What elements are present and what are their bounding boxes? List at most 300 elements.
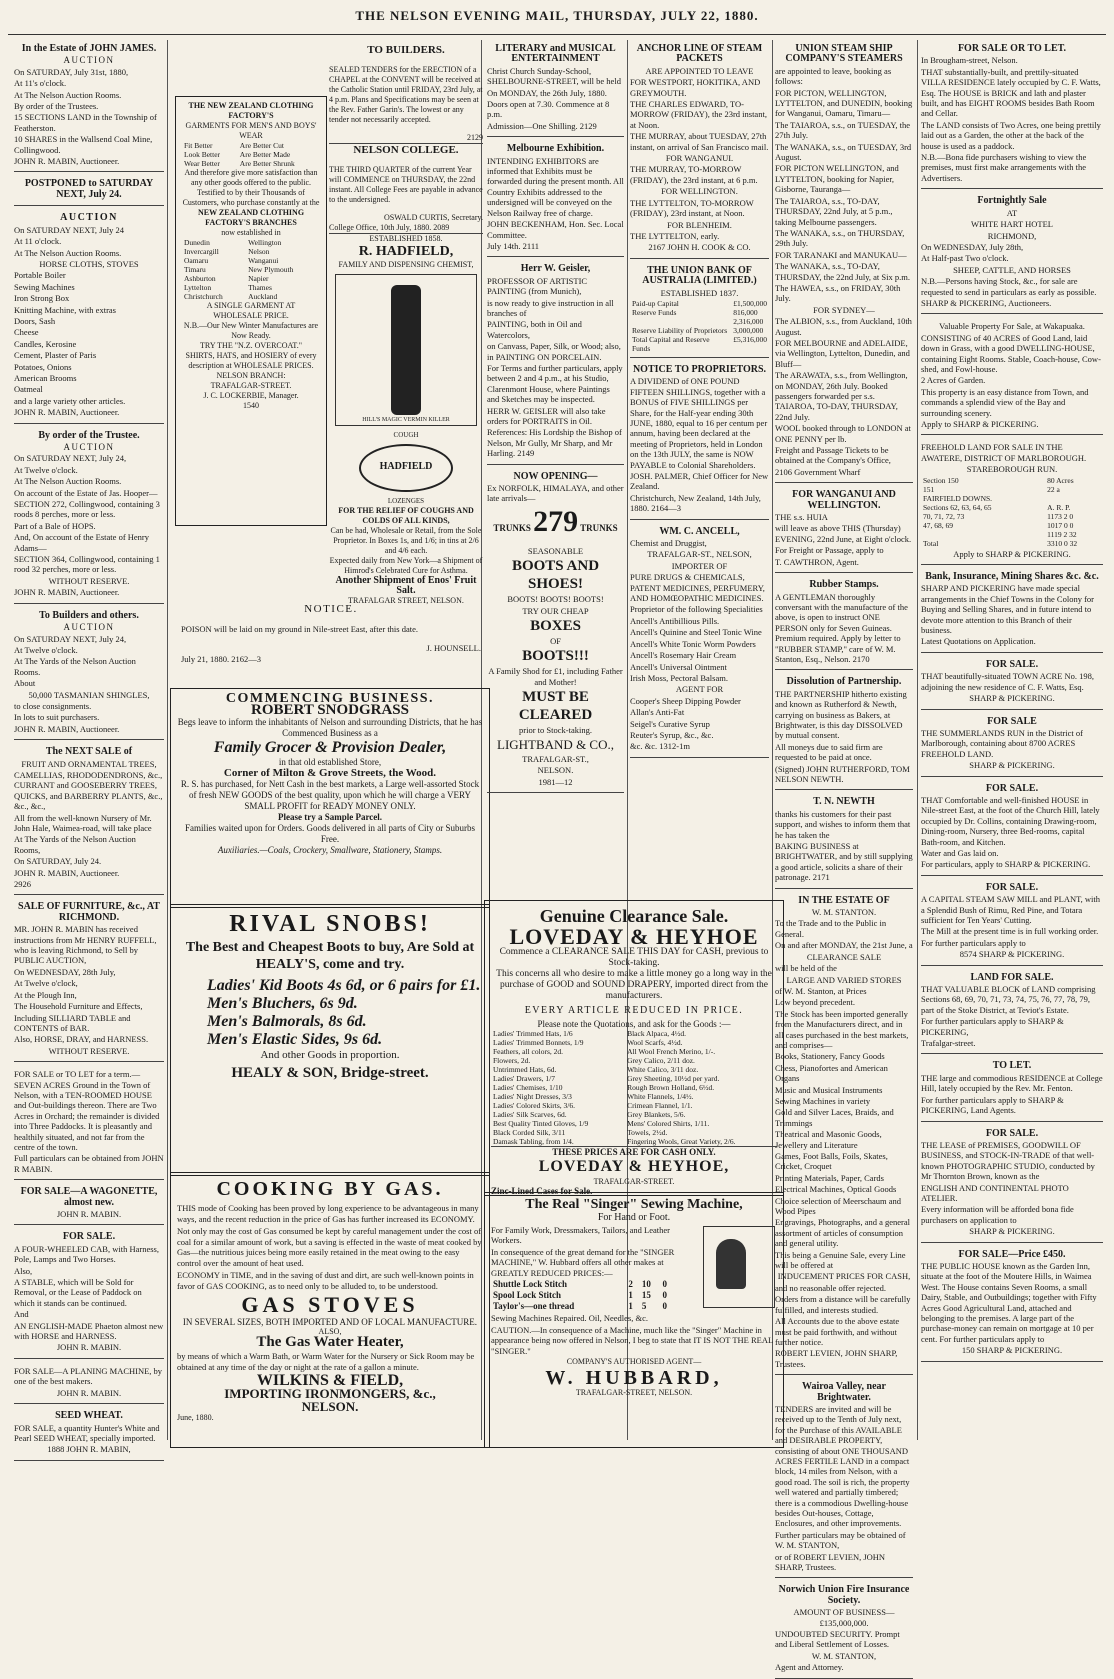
singer-price-cell: Shuttle Lock Stitch <box>493 1279 568 1289</box>
branch-cell: Wellington <box>248 238 282 247</box>
ad-table-cell: 47, 68, 69 <box>923 520 953 530</box>
ad-line: Cooper's Sheep Dipping Powder <box>630 695 741 706</box>
clothing-body: now established in <box>221 228 281 237</box>
ad-line: FOR SYDNEY— <box>813 304 875 315</box>
ad-line: PROFESSOR OF ARTISTIC PAINTING (from Munich), <box>487 275 588 297</box>
ad-line: FOR SALE OR TO LET. <box>957 43 1067 54</box>
ad-line: Doors open at 7.30. Commence at 8 p.m. <box>487 99 610 120</box>
ad-line: Printing Materials, Paper, Cards <box>775 1172 884 1183</box>
advertisement <box>921 780 1103 876</box>
ad-line: AUCTION <box>63 55 115 66</box>
ad-line: FOR SALE. <box>985 1127 1039 1139</box>
ad-line: N.B.—Bona fide purchasers wishing to view the premises, must first make arrangements with the Advertisers. <box>921 152 1087 183</box>
wilkins-field: WILKINS & FIELD, <box>256 1372 404 1389</box>
singer-price-cell: 0 <box>662 1279 668 1289</box>
ad-line: All from the well-known Nursery of Mr. John Hale, Waimea-road, will take place <box>14 812 152 833</box>
ad-line: JOHN R. MABIN. <box>56 1342 122 1353</box>
ad-line: TENDERS are invited and will be received up to the Tenth of July next, for the Purchase of this AVAILABLE and DESIRABLE PROPERTY, consisting of about ONE THOUSAND ACRES FERTILE LAND in a compact block, 14 miles from Nelson, with a good road. The soil is rich, the property well watered and partially timbered; there is a commodious Dwelling-house besides Out-houses, Cottage, Enclosures, and other improvements. <box>775 1403 910 1529</box>
ad-line: Games, Foot Balls, Foils, Skates, Cricket, Croquet <box>775 1151 888 1172</box>
ad-line: FOR SALE. <box>985 782 1039 794</box>
advertisement <box>775 486 913 573</box>
advertisement <box>921 568 1103 653</box>
ad-line: Every information will be afforded bona fide purchasers on application to <box>921 1204 1074 1225</box>
ad-line: The Stock has been imported generally from the Manufacturers direct, and in all cases purchased in the best markets, and comprises— <box>775 1008 909 1050</box>
singer-price-cell: 10 <box>641 1279 651 1289</box>
ad-line: BAKING BUSINESS at BRIGHTWATER, and by still supplying a good article, solicits a share of their patronage. 2171 <box>775 841 913 883</box>
oval-top: COUGH <box>393 431 419 439</box>
ad-line: 50,000 TASMANIAN SHINGLES, <box>28 689 150 700</box>
ad-line: On and after MONDAY, the 21st June, a <box>775 940 913 951</box>
ad-line: For further particulars apply to <box>921 937 1026 948</box>
price-cell: Grey Blankets, 5/6. <box>627 1110 686 1119</box>
clothing-tail-line: A SINGLE GARMENT AT WHOLESALE PRICE. <box>206 301 296 320</box>
ad-line: AT <box>1006 207 1018 218</box>
ad-line: A CAPITAL STEAM SAW MILL and PLANT, with a Splendid Bush of Rimu, Red Pine, and Totara sufficient for Ten Years' Cutting. <box>921 894 1101 925</box>
ad-table-row <box>630 326 769 335</box>
ad-line: TRAFALGAR-ST., <box>522 753 589 764</box>
ad-line: A STABLE, which will be Sold for Removal, or the Lease of Paddock on which it stands can be continued. <box>14 1277 142 1308</box>
ad-line: AMOUNT OF BUSINESS—£135,000,000. <box>793 1607 895 1628</box>
ad-line: INTENDING EXHIBITORS are informed that Exhibits must be forwarded during the present month. All Country Exhibits addressed to the undersigned will be conveyed on the Nelson Railway free of charge. <box>487 155 624 218</box>
clearance-reduced: EVERY ARTICLE REDUCED IN PRICE. <box>524 1005 744 1016</box>
ad-line: On SATURDAY, July 31st, 1880, <box>14 66 129 77</box>
price-cell: Crimean Flannel, 1/1. <box>627 1101 693 1110</box>
ad-line: T. CAWTHRON, Agent. <box>775 556 859 567</box>
price-row <box>491 1047 777 1056</box>
ad-line: THE PARTNERSHIP hitherto existing and known as Rutherford & Newth, carrying on business as Bakers, at Brightwater, is this day DISSOLVED by mutual consent. <box>775 688 907 741</box>
asthma: Expected daily from New York—a Shipment of Himrod's Celebrated Cure for Asthma. <box>329 556 483 575</box>
hadfield-sub: FAMILY AND DISPENSING CHEMIST, <box>338 260 474 269</box>
ad-line: The TAIAROA, s.s., TO-DAY, THURSDAY, 22nd July, at 5 p.m., taking Melbourne passengers. <box>775 195 893 227</box>
ad-line: To Builders and others. <box>39 609 139 621</box>
ad-line: FOR SALE. <box>985 658 1039 670</box>
clothing-factory-ad <box>175 96 327 526</box>
ad-line: Valuable Property For Sale, at Wakapuaka. <box>939 321 1085 332</box>
advertisement <box>14 1065 164 1180</box>
ad-line: Oatmeal <box>14 384 43 395</box>
branches-table <box>182 238 320 301</box>
ad-line: Part of a Bale of HOPS. <box>14 520 96 531</box>
ad-line: Irish Moss, Pectoral Balsam. <box>630 672 728 683</box>
price-row <box>491 1065 777 1074</box>
ad-line: FOR SALE <box>987 715 1037 727</box>
ad-line: Ex NORFOLK, HIMALAYA, and other late arrivals— <box>487 483 624 504</box>
ad-line: Full particulars can be obtained from JOHN R MABIN. <box>14 1153 164 1174</box>
ad-line: Seigel's Curative Syrup <box>630 718 710 729</box>
ad-line: Orders from a distance will be carefully fulfilled, and interests studied. <box>775 1294 911 1315</box>
ad-line: A DIVIDEND of ONE POUND FIFTEEN SHILLINGS, together with a BONUS of FIVE SHILLINGS per Share, for the Half-year ending 30th JUNE, 1880, equal to 16 per centum per annum, having been declared at the meeting of Proprietors, held in London on the 13th JULY, the same is NOW PAYABLE to Colonial Shareholders. <box>630 376 768 470</box>
branch-cell: Invercargill <box>184 247 219 256</box>
ad-line: FOR WANGANUI. <box>665 153 734 164</box>
ad-line: MUST BE CLEARED <box>518 689 593 724</box>
ad-table-cell: 1119 2 32 <box>1047 529 1077 539</box>
ad-line: Cement, Plaster of Paris <box>14 350 97 361</box>
price-row <box>491 1092 777 1101</box>
rival-snobs-ad <box>170 904 490 1176</box>
ad-line: Trafalgar-street. <box>921 1038 976 1049</box>
ad-line: A FOUR-WHEELED CAB, with Harness, Pole, Lamps and Two Horses. <box>14 1243 159 1265</box>
ad-line: The Mill at the present time is in full working order. <box>921 926 1099 937</box>
ad-line: Melbourne Exhibition. <box>506 143 605 155</box>
ad-line: POSTPONED to SATURDAY NEXT, July 24. <box>24 178 154 200</box>
ad-line: FOR SALE, a quantity Hunter's White and Pearl SEED WHEAT, specially imported. <box>14 1422 160 1443</box>
singer-name: W. HUBBARD, <box>545 1366 723 1389</box>
advertisement <box>630 40 769 259</box>
price-cell: Ladies' Colored Skirts, 3/6. <box>493 1101 575 1110</box>
clearance-sig: LOVEDAY & HEYHOE, <box>538 1158 730 1175</box>
ad-line: Low beyond precedent. <box>775 997 856 1008</box>
clothing-body: Testified to by their Thousands of Customers, who purchase constantly at the <box>182 188 320 207</box>
ad-line: IMPORTER OF <box>671 560 728 571</box>
ad-line: On SATURDAY NEXT, July 24 <box>14 224 124 235</box>
price-row <box>491 1137 777 1146</box>
snodgrass-heading: COMMENCING BUSINESS. <box>225 691 435 706</box>
ad-line: IN THE ESTATE OF <box>798 894 890 906</box>
branch-row <box>182 256 320 265</box>
ad-line: will be held of the <box>775 963 837 974</box>
vermin-killer-illustration <box>335 274 477 426</box>
ad-line: Books, Stationery, Fancy Goods <box>775 1051 885 1062</box>
price-row <box>491 1029 777 1038</box>
ad-line: THE MURRAY, TO-MORROW (FRIDAY), the 23rd instant, at 6 p.m. <box>630 164 758 185</box>
hadfield-street: TRAFALGAR STREET, NELSON. <box>348 596 464 605</box>
ad-line: FOR WELLINGTON. <box>661 186 738 197</box>
ad-line: Including SILLIARD TABLE and CONTENTS of BAR. <box>14 1012 131 1033</box>
ad-line: FOR SALE. <box>62 1231 116 1243</box>
ad-line: This being a Genuine Sale, every Line will be offered at <box>775 1249 906 1271</box>
ad-line: JOHN R. MABIN. <box>56 1387 122 1398</box>
branch-row <box>182 265 320 274</box>
singer-sub: For Hand or Foot. <box>597 1212 671 1223</box>
ad-table-cell: Paid-up Capital <box>632 298 679 308</box>
ad-line: The WANAKA, s.s., on TUESDAY, 3rd August. <box>775 141 912 163</box>
advertisement <box>921 192 1103 314</box>
singer-body: In consequence of the great demand for the "SINGER MACHINE," W. Hubbard offers all other makes at GREATLY REDUCED PRICES:— <box>491 1246 675 1278</box>
ad-line: At Half-past Two o'clock. <box>921 253 1009 264</box>
ad-line: or of ROBERT LEVIEN, JOHN SHARP, Trustees. <box>775 1551 886 1573</box>
ad-line: Gold and Silver Laces, Braids, and Trimmings <box>775 1107 894 1128</box>
coughs-detail: Can be had, Wholesale or Retail, from the Sole Proprietor. In Boxes 1s, and 1/6; in tins at 2/6 and 4/6 each. <box>330 526 482 555</box>
ad-line: LAND FOR SALE. <box>970 971 1054 983</box>
advertisement <box>921 1246 1103 1362</box>
ad-line: THE LEASE of PREMISES, GOODWILL OF BUSINESS, and STOCK-IN-TRADE of that well-known PHOTOGRAPHIC STUDIO, conducted by Mr Thornton Brown, known as the <box>921 1139 1095 1182</box>
ad-line: FOR MELBOURNE and ADELAIDE, via Wellington, Lyttelton, Dunedin, and Bluff— <box>775 337 910 369</box>
branch-cell: Ashburton <box>184 274 216 283</box>
price-cell: Towels, 2½d. <box>627 1128 668 1137</box>
advertisement <box>14 209 164 423</box>
price-cell: Untrimmed Hats, 6d. <box>493 1065 557 1074</box>
ad-table-row <box>921 530 1103 539</box>
gas-stoves: GAS STOVES <box>241 1292 419 1317</box>
rival-sig: HEALY & SON, Bridge-street. <box>231 1065 429 1081</box>
ad-line: The WANAKA, s.s., TO-DAY, THURSDAY, the 22nd July, at Six p.m. <box>775 261 910 282</box>
college-heading: NELSON COLLEGE. <box>329 143 483 157</box>
ad-table-cell: FAIRFIELD DOWNS. <box>923 493 993 503</box>
ad-line: FOR TARANAKI and MANUKAU— <box>775 249 907 260</box>
snodgrass-name: ROBERT SNODGRASS <box>251 702 409 718</box>
ad-line: SECTION 364, Collingwood, containing 1 rood 32 perches, more or less. <box>14 554 160 575</box>
advertisement <box>14 607 164 740</box>
gas-p1: THIS mode of Cooking has been proved by long experience to be advantageous in many ways, and the recent reduction in the price of Gas has further increased its ECONOMY. <box>177 1203 479 1224</box>
advertisement <box>14 175 164 206</box>
column-auctions <box>14 40 164 1455</box>
ad-line: At The Yards of the Nelson Auction Rooms, <box>14 834 136 855</box>
gas-foot: June, 1880. <box>177 1413 214 1422</box>
trunks-count: 279 <box>533 504 579 538</box>
ad-line: July 14th. 2111 <box>487 240 540 251</box>
ad-line: The HAWEA, s.s., on FRIDAY, 30th July. <box>775 282 901 304</box>
ad-line: Water and Gas laid on. <box>921 847 999 858</box>
clearance-name: LOVEDAY & HEYHOE <box>509 924 759 949</box>
branch-cell: Lyttelton <box>184 283 212 292</box>
ad-line: Rubber Stamps. <box>809 579 879 591</box>
ad-line: SHARP & PICKERING. <box>969 693 1055 704</box>
ad-line: FOR SALE—A PLANING MACHINE, by one of the best makers. <box>14 1365 163 1387</box>
price-cell: Damask Tabling, from 1/4. <box>493 1137 574 1146</box>
price-cell: Ladies' Silk Scarves, 6d. <box>493 1110 567 1119</box>
ad-line: 10 SHARES in the Wallsend Coal Mine, Collingwood. <box>14 134 153 155</box>
ad-line: 15 SECTIONS LAND in the Township of Featherston. <box>14 112 157 133</box>
price-cell: Feathers, all colors, 2d. <box>493 1047 563 1056</box>
ad-line: AUCTION <box>63 442 115 452</box>
ad-line: Latest Quotations on Application. <box>921 636 1036 647</box>
snodgrass-intro: Begs leave to inform the inhabitants of Nelson and surrounding Districts, that he has Commenced Business as a <box>177 717 483 738</box>
ad-line: THE CHARLES EDWARD, TO-MORROW (FRIDAY), the 23rd instant, at Noon. <box>630 99 767 130</box>
snodgrass-where: in that old established Store, <box>278 757 382 767</box>
singer-caution: CAUTION.—In consequence of a Machine, much like the "Singer" Machine in appearance being now offered in Nelson, I beg to state that IT IS NOT THE REAL "SINGER." <box>491 1324 773 1356</box>
clearance-heading: Genuine Clearance Sale. <box>539 906 729 926</box>
ad-line: For further particulars apply to SHARP & PICKERING, Land Agents. <box>921 1094 1064 1116</box>
ad-line: ESTABLISHED 1837. <box>660 287 739 298</box>
ad-line: &c. &c. 1312-1m <box>630 741 690 752</box>
ad-line: Portable Boiler <box>14 270 66 281</box>
ad-line: Music and Musical Instruments <box>775 1084 883 1095</box>
ad-line: This property is an easy distance from Town, and commands a splendid view of the Bay and surrounding scenery. <box>921 386 1089 418</box>
ad-line: TO LET. <box>992 1060 1032 1072</box>
college-date: College Office, 10th July, 1880. 2089 <box>329 223 450 232</box>
ad-line: FOR SALE or TO LET for a term.—SEVEN ACRES Ground in the Town of Nelson, with a TEN-ROOMED HOUSE and Out-buildings thereon. There are Two Acres in Orchard; the remainder is divided into Three Paddocks. It is pleasantly and healthily situated, and not far from the centre of the town. <box>14 1069 160 1152</box>
ad-line: On SATURDAY, July 24. <box>14 856 102 867</box>
ad-line: THAT VALUABLE BLOCK of LAND comprising Sections 68, 69, 70, 71, 73, 74, 75, 76, 77, 78, 79, part of the Stoke District, at Teviot's Estate. <box>921 984 1096 1015</box>
advertisement <box>921 438 1103 565</box>
advertisement <box>921 1125 1103 1243</box>
column-entertainment <box>487 40 624 896</box>
ad-line: THAT Comfortable and well-finished HOUSE in Nile-street East, at the foot of the Church Hill, lately occupied by Dr. Collins, containing Drawing-room, Dining-room, Nursery, three Bed-rooms, capital Bath-room, and Kitchen. <box>921 794 1100 847</box>
clearance-note: Please note the Quotations, and ask for the Goods :— <box>537 1019 731 1029</box>
builders-heading: TO BUILDERS. <box>367 44 445 56</box>
college-body: THE THIRD QUARTER of the current Year will COMMENCE on THURSDAY, the 22nd instant. All College Fees are payable in advance to the undersigned. <box>329 165 483 204</box>
branch-cell: Napier <box>248 274 269 283</box>
ad-line: FOR SALE—Price £450. <box>958 1248 1066 1260</box>
ad-line: FOR WESTPORT, HOKITIKA, AND GREYMOUTH. <box>630 77 761 98</box>
ad-line: Potatoes, Onions <box>14 361 72 372</box>
ad-line: The NEXT SALE of <box>45 746 133 758</box>
ad-line: Knitting Machine, with extras <box>14 304 116 315</box>
advertisement <box>921 1057 1103 1121</box>
ad-line: Chess, Pianofortes and American Organs <box>775 1062 888 1084</box>
ad-line: SHARP AND PICKERING have made special arrangements in the Chief Towns in the Colony for Buying and Selling Shares, and in future intend to devote more attention to this Branch of their business. <box>921 583 1094 636</box>
ad-line: prior to Stock-taking. <box>519 725 592 736</box>
ad-line: UNDOUBTED SECURITY. Prompt and Liberal Settlement of Losses. <box>775 1629 900 1650</box>
ad-line: 2926 <box>14 879 31 890</box>
ad-table-cell: 3,000,000 <box>733 325 764 335</box>
clothing-tail-line: TRAFALGAR-STREET. <box>210 381 292 390</box>
ad-line: Sewing Machines <box>14 281 75 292</box>
ad-line: INDUCEMENT PRICES FOR CASH, <box>777 1271 911 1282</box>
advertisement <box>487 40 624 137</box>
ad-line: SEASONABLE <box>527 545 584 556</box>
ad-table-row <box>630 317 769 326</box>
singer-price-cell: 15 <box>641 1290 651 1300</box>
ad-line: FOR BLENHEIM. <box>667 219 732 230</box>
advertisement <box>487 260 624 464</box>
ad-line: PAINTING, both in Oil and Watercolors, <box>487 319 582 340</box>
ad-line: WHITE HART HOTEL <box>971 219 1053 230</box>
gas-heading: COOKING BY GAS. <box>216 1178 444 1200</box>
ad-line: JOHN R. MABIN, Auctioneer. <box>14 156 120 167</box>
price-cell: Mens' Colored Shirts, 1/11. <box>627 1119 710 1128</box>
ad-line: The WANAKA, s.s., on THURSDAY, 29th July. <box>775 227 905 249</box>
clothing-tail <box>182 301 320 411</box>
clothing-tail-line: N.B.—Our New Winter Manufactures are Now Ready. <box>183 321 319 340</box>
rival-other: And other Goods in proportion. <box>260 1049 400 1061</box>
ad-line: At Twelve o'clock, <box>14 978 78 989</box>
ad-line: Choice selection of Meerschaum and Wood Pipes <box>775 1195 902 1217</box>
ad-line: Reuter's Syrup, &c., &c. <box>630 729 714 740</box>
price-cell: Black Alpaca, 4½d. <box>627 1029 687 1038</box>
ad-line: Apply to SHARP & PICKERING. <box>921 419 1039 429</box>
ad-line: THE UNION BANK OF AUSTRALIA (LIMITED.) <box>642 264 757 287</box>
branch-row <box>182 292 320 301</box>
ad-table <box>630 299 769 353</box>
singer-price-cell: 5 <box>641 1301 647 1311</box>
ad-table-cell: 1017 0 0 <box>1047 520 1074 530</box>
ad-line: Also, HORSE, DRAY, and HARNESS. <box>14 1034 149 1045</box>
column-divider <box>917 40 918 1440</box>
ad-line: Christ Church Sunday-School, SHELBOURNE-STREET, will be held <box>487 65 621 87</box>
masthead-rule <box>8 34 1106 35</box>
ad-line: SHARP & PICKERING. <box>969 760 1055 771</box>
ad-line: On SATURDAY NEXT, July 24, <box>14 633 127 644</box>
clearance-intro: Commence a CLEARANCE SALE THIS DAY for CASH, previous to Stock-taking. <box>499 947 769 968</box>
advertisement <box>630 523 769 758</box>
branch-cell: Wanganui <box>248 256 279 265</box>
ad-line: FOR PICTON WELLINGTON, and LYTTELTON, booking for Napier, Gisborne, Tauranga— <box>775 163 899 195</box>
ad-line: On MONDAY, the 26th July, 1880. <box>487 87 607 98</box>
snodgrass-trade: Family Grocer & Provision Dealer, <box>213 739 447 756</box>
price-cell: Ladies' Drawers, 1/7 <box>493 1074 555 1083</box>
ad-table-cell: 80 Acres <box>1047 475 1074 485</box>
advertisement <box>775 576 913 670</box>
clothing-tail-line: J. C. LOCKERBIE, Manager. <box>203 391 299 400</box>
ad-line: Ancell's Universal Ointment <box>630 661 727 672</box>
ad-line: CONSISTING of 40 ACRES of Good Land, laid down in Grass, with a good DWELLING-HOUSE, containing Eight Rooms. Stable, Coach-house, Cow-shed, and Fowl-house. <box>921 332 1101 374</box>
ad-line: By order of the Trustees. <box>14 101 99 112</box>
ad-line: is now ready to give instruction in all branches of <box>487 297 614 318</box>
ad-line: TRAFALGAR-ST., NELSON, <box>647 549 752 560</box>
ad-line: JOHN BECKENHAM, Hon. Sec. Local Committee. <box>487 219 624 240</box>
gas-sizes: IN SEVERAL SIZES, BOTH IMPORTED AND OF LOCAL MANUFACTURE. <box>182 1317 478 1327</box>
clothing-cell: Look Better <box>184 150 221 159</box>
ad-line: BOOTS!!! <box>522 648 589 665</box>
ad-table-cell: 22 a <box>1047 484 1060 494</box>
ad-line: WOOL booked through to LONDON at ONE PENNY per lb. <box>775 423 911 444</box>
ad-line: Cheese <box>14 327 39 338</box>
ad-line: At 11 o'clock. <box>14 236 62 247</box>
ad-line: NELSON. <box>537 765 574 776</box>
clothing-table <box>182 141 320 168</box>
price-cell: All Wool French Merino, 1/-. <box>627 1047 716 1056</box>
ad-table-cell: Total <box>923 538 939 548</box>
ad-line: THE MURRAY, about TUESDAY, 27th instant, on arrival of San Francisco mail. <box>630 131 769 152</box>
ad-line: At Twelve o'clock. <box>14 464 78 475</box>
ad-line: Norwich Union Fire Insurance Society. <box>778 1584 910 1606</box>
advertisement <box>14 1407 164 1461</box>
trunks-word: TRUNKS <box>578 522 618 533</box>
advertisement <box>921 317 1103 435</box>
price-row <box>491 1128 777 1137</box>
ad-line: thanks his customers for their past support, and wishes to inform them that he has taken the <box>775 808 911 840</box>
ad-line: Christchurch, New Zealand, 14th July, 1880. 2164—3 <box>630 492 761 514</box>
clearance-ad <box>484 900 784 1196</box>
ad-line: THE LYTTELTON, early. <box>630 230 720 241</box>
branch-cell: Auckland <box>248 292 278 301</box>
ad-line: SHARP & PICKERING. <box>969 1226 1055 1237</box>
ad-line: HERR W. GEISLER will also take orders for PORTRAITS in Oil. <box>487 405 606 426</box>
trunks-line <box>487 505 624 545</box>
ad-line: Electrical Machines, Optical Goods <box>775 1184 897 1195</box>
ad-line: 1888 JOHN R. MABIN, <box>47 1444 131 1455</box>
ad-line: For Terms and further particulars, apply between 2 and 4 p.m., at his Studio, Clarenmont House, where Paintings and Sketches may be inspected. <box>487 362 623 405</box>
bottle-icon <box>391 285 421 415</box>
ad-line: JOHN R. MABIN, Auctioneer. <box>14 407 120 418</box>
ad-line: On WEDNESDAY, July 28th, <box>921 241 1024 252</box>
price-row <box>491 1074 777 1083</box>
advertisement <box>487 468 624 793</box>
advertisement <box>630 361 769 520</box>
price-cell: White Flannels, 1/4½. <box>627 1092 694 1101</box>
clearance-street: TRAFALGAR-STREET. <box>593 1177 675 1186</box>
advertisement <box>14 1362 164 1404</box>
ad-table-cell <box>921 530 1045 539</box>
singer-price-cell: 1 <box>628 1290 633 1300</box>
gas-nelson: NELSON. <box>301 1399 359 1414</box>
ad-line: And, On account of the Estate of Henry Adams— <box>14 532 150 553</box>
ad-line: ROBERT LEVIEN, JOHN SHARP, Trustees. <box>775 1348 898 1369</box>
ad-line: FREEHOLD LAND FOR SALE IN THE AWATERE, DISTRICT OF MARLBOROUGH. <box>921 442 1087 463</box>
advertisement <box>14 898 164 1062</box>
singer-price-cell: 0 <box>662 1301 668 1311</box>
ad-line: On SATURDAY NEXT, July 24, <box>14 453 127 464</box>
ad-line: In the Estate of JOHN JAMES. <box>21 43 157 54</box>
singer-price-cell: Spool Lock Stitch <box>493 1290 562 1300</box>
snodgrass-families: Families waited upon for Orders. Goods delivered in all parts of City or Suburbs Free. <box>185 823 475 844</box>
ad-line: THE s.s. HUIA <box>775 512 828 523</box>
advertisement <box>775 793 913 888</box>
ad-line: At Twelve o'clock. <box>14 644 78 655</box>
clearance-zinc: Zinc-Lined Cases for Sale. <box>491 1186 593 1196</box>
ad-line: PURE DRUGS & CHEMICALS, PATENT MEDICINES, PERFUMERY, AND HOMŒOPATHIC MEDICINES. <box>630 572 765 604</box>
advertisement <box>14 1183 164 1225</box>
branch-cell: Dunedin <box>184 238 210 247</box>
ad-line: ENGLISH AND CONTINENTAL PHOTO ATELIER. <box>921 1182 1069 1203</box>
ad-line: Herr W. Geisler, <box>520 263 591 275</box>
notice-body: POISON will be laid on my ground in Nile-street East, after this date. <box>181 623 419 634</box>
ad-line: By order of the Trustee. <box>38 429 140 441</box>
singer-agent: COMPANY'S AUTHORISED AGENT— <box>566 1357 702 1366</box>
singer-ad <box>484 1192 784 1448</box>
ad-table-cell: 816,000 <box>733 307 758 317</box>
